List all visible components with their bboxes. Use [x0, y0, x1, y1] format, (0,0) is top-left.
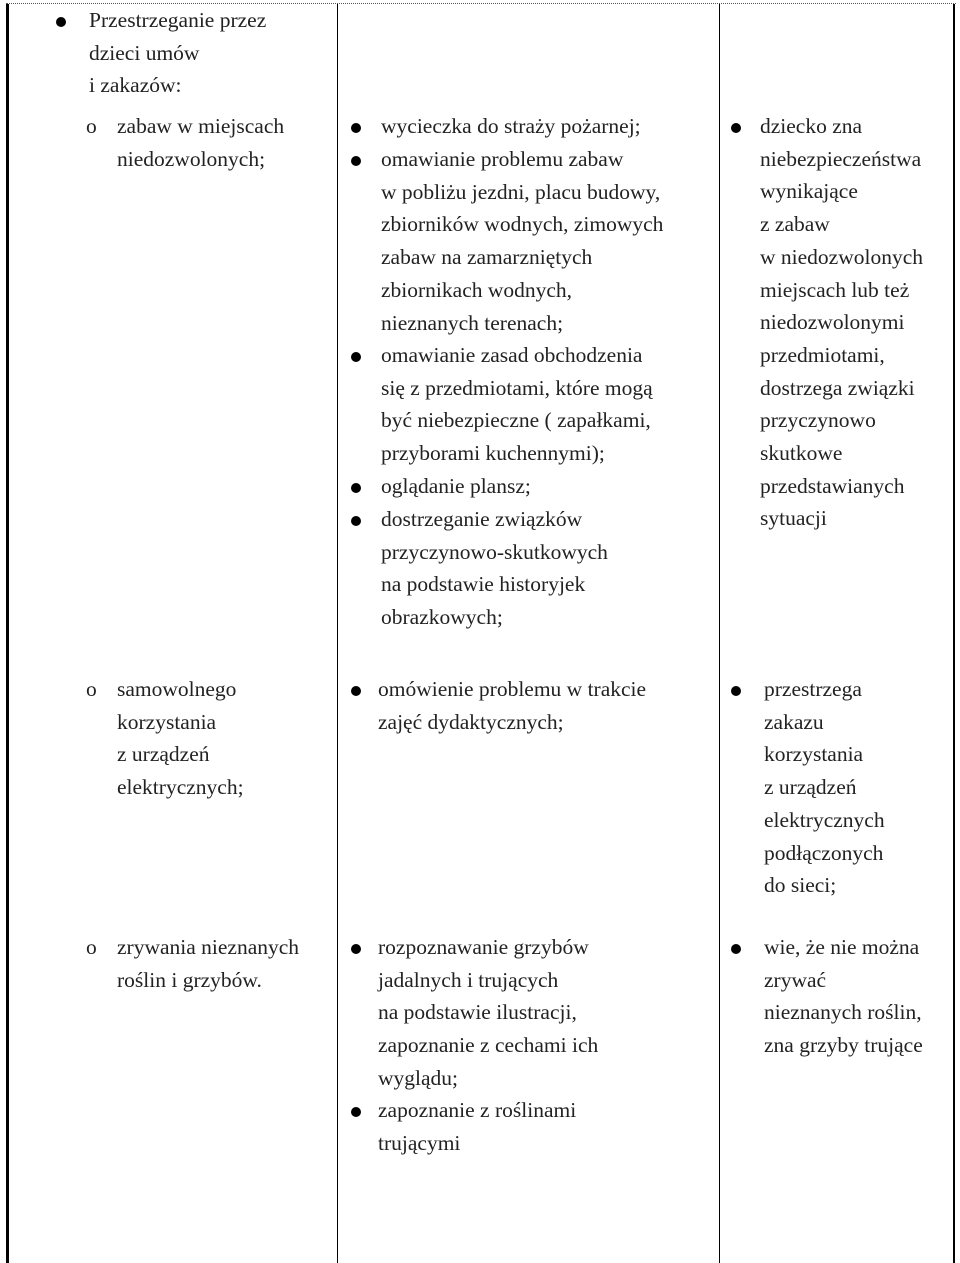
header-line: Przestrzeganie przez — [89, 8, 267, 32]
outcome-line: przestrzega — [764, 677, 862, 701]
outcome-line: z zabaw — [760, 212, 830, 237]
item-line: na podstawie historyjek — [381, 572, 586, 597]
item-line: w pobliżu jezdni, placu budowy, — [381, 179, 661, 204]
item-line: niedozwolonych; — [117, 146, 266, 171]
item-line: na podstawie ilustracji, — [378, 1000, 577, 1025]
item-line: rozpoznawanie grzybów — [378, 935, 589, 959]
outcome-line: korzystania — [764, 742, 864, 767]
outcome-cell — [760, 110, 923, 535]
item-line: zbiorników wodnych, zimowych — [381, 212, 664, 237]
list-item — [117, 110, 284, 175]
list-item — [381, 110, 641, 143]
outcome-line: wie, że nie można — [764, 935, 920, 959]
item-line: korzystania — [117, 709, 217, 734]
list-item — [117, 673, 244, 804]
list-item — [117, 931, 299, 996]
item-line: roślin i grzybów. — [117, 967, 262, 992]
column-divider-2 — [719, 4, 720, 1263]
bullet-icon — [351, 156, 361, 166]
outcome-line: dziecko zna — [760, 114, 863, 138]
item-line: zbiornikach wodnych, — [381, 277, 573, 302]
list-item — [378, 931, 598, 1095]
item-line: trującymi — [378, 1130, 461, 1155]
outcome-line: zrywać — [764, 967, 827, 992]
outcome-line: dostrzega związki — [760, 375, 915, 400]
bullet-icon — [731, 123, 741, 133]
bullet-icon — [351, 352, 361, 362]
outcome-line: przyczynowo — [760, 408, 876, 433]
outcome-line: miejscach lub też — [760, 277, 910, 302]
bullet-icon — [731, 944, 741, 954]
list-item — [381, 339, 653, 470]
item-line: zabaw w miejscach — [117, 114, 285, 138]
circle-marker-icon: o — [86, 114, 97, 138]
item-line: zrywania nieznanych — [117, 935, 300, 959]
bullet-icon — [351, 123, 361, 133]
table-left-border — [6, 4, 9, 1263]
item-line: wyglądu; — [378, 1065, 459, 1090]
outcome-line: podłączonych — [764, 840, 884, 865]
list-item — [381, 470, 531, 503]
item-line: dostrzeganie związków — [381, 507, 583, 531]
list-item — [381, 503, 608, 634]
outcome-line: sytuacji — [760, 506, 827, 531]
header-line: i zakazów: — [89, 73, 182, 98]
outcome-line: do sieci; — [764, 873, 837, 898]
column-divider-1 — [337, 4, 338, 1263]
item-line: omawianie problemu zabaw — [381, 147, 624, 171]
item-line: oglądanie plansz; — [381, 474, 531, 498]
header-line: dzieci umów — [89, 40, 200, 65]
outcome-line: w niedozwolonych — [760, 244, 924, 269]
item-line: z urządzeń — [117, 742, 210, 767]
outcome-line: przedmiotami, — [760, 342, 885, 367]
outcome-line: z urządzeń — [764, 775, 857, 800]
bullet-icon — [351, 516, 361, 526]
bullet-icon — [351, 483, 361, 493]
circle-marker-icon: o — [86, 677, 97, 701]
outcome-line: elektrycznych — [764, 807, 885, 832]
item-line: obrazkowych; — [381, 605, 503, 630]
bullet-icon — [56, 17, 66, 27]
item-line: zapoznanie z roślinami — [378, 1098, 577, 1122]
bullet-icon — [351, 686, 361, 696]
outcome-line: niedozwolonymi — [760, 310, 905, 335]
bullet-icon — [351, 944, 361, 954]
list-item — [378, 673, 646, 738]
list-item — [381, 143, 663, 339]
item-line: się z przedmiotami, które mogą — [381, 375, 653, 400]
table-right-border — [953, 4, 955, 1263]
item-line: przyborami kuchennymi); — [381, 441, 605, 466]
item-line: omówienie problemu w trakcie — [378, 677, 647, 701]
item-line: zapoznanie z cechami ich — [378, 1033, 599, 1058]
outcome-line: przedstawianych — [760, 473, 905, 498]
item-line: zajęć dydaktycznych; — [378, 709, 564, 734]
outcome-line: wynikające — [760, 179, 858, 204]
item-line: zabaw na zamarzniętych — [381, 245, 593, 270]
outcome-line: niebezpieczeństwa — [760, 146, 922, 171]
item-line: jadalnych i trujących — [378, 967, 559, 992]
item-line: samowolnego — [117, 677, 237, 701]
list-item — [378, 1094, 576, 1159]
outcome-line: nieznanych roślin, — [764, 1000, 922, 1025]
outcome-cell — [764, 673, 885, 902]
item-line: omawianie zasad obchodzenia — [381, 343, 643, 367]
item-line: być niebezpieczne ( zapałkami, — [381, 408, 651, 433]
bullet-icon — [351, 1107, 361, 1117]
item-line: elektrycznych; — [117, 775, 244, 800]
outcome-line: zna grzyby trujące — [764, 1033, 923, 1058]
header-cell — [89, 4, 266, 102]
bullet-icon — [731, 686, 741, 696]
item-line: przyczynowo-skutkowych — [381, 539, 608, 564]
circle-marker-icon: o — [86, 935, 97, 959]
item-line: nieznanych terenach; — [381, 310, 564, 335]
item-line: wycieczka do straży pożarnej; — [381, 114, 641, 138]
outcome-line: zakazu — [764, 709, 824, 734]
outcome-line: skutkowe — [760, 441, 843, 466]
outcome-cell — [764, 931, 923, 1062]
